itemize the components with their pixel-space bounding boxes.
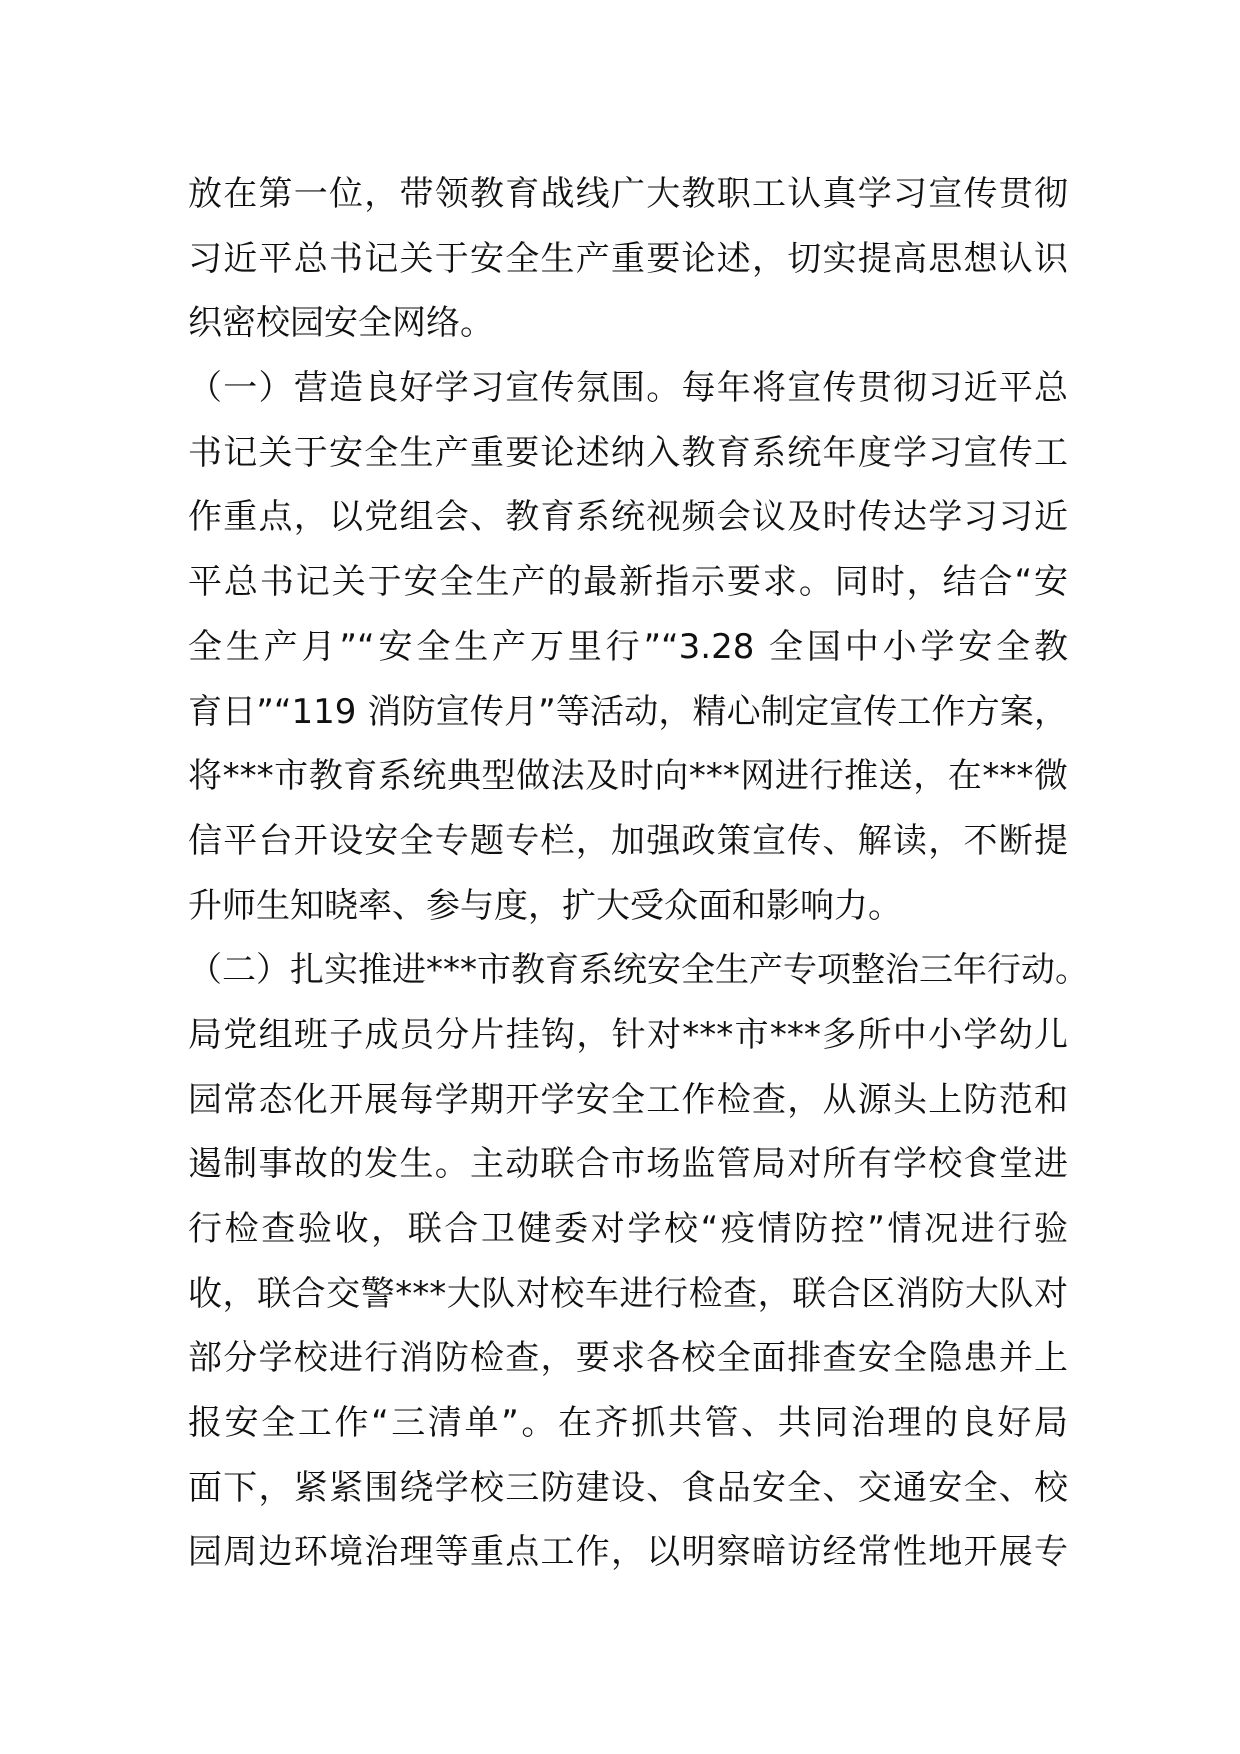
body-text xyxy=(188,162,1089,1585)
text-line: 园常态化开展每学期开学安全工作检查，从源头上防范和 xyxy=(188,1079,1068,1120)
text-line: 遏制事故的发生。主动联合市场监管局对所有学校食堂进 xyxy=(188,1144,1068,1185)
text-line: 平总书记关于安全生产的最新指示要求。同时，结合“安 xyxy=(188,562,1068,603)
text-line: 面下，紧紧围绕学校三防建设、食品安全、交通安全、校 xyxy=(188,1467,1068,1508)
text-line: 收，联合交警***大队对校车进行检查，联合区消防大队对 xyxy=(188,1273,1068,1314)
text-line: （二）扎实推进***市教育系统安全生产专项整治三年行动。 xyxy=(188,950,1089,991)
text-line: 园周边环境治理等重点工作，以明察暗访经常性地开展专 xyxy=(188,1532,1068,1573)
text-line: 升师生知晓率、参与度，扩大受众面和影响力。 xyxy=(188,885,902,926)
text-line: 放在第一位，带领教育战线广大教职工认真学习宣传贯彻 xyxy=(188,174,1068,214)
text-line: 信平台开设安全专题专栏，加强政策宣传、解读，不断提 xyxy=(188,820,1068,861)
text-line: （一）营造良好学习宣传氛围。每年将宣传贯彻习近平总 xyxy=(188,368,1068,409)
text-line: 书记关于安全生产重要论述纳入教育系统年度学习宣传工 xyxy=(188,432,1068,473)
text-line: 织密校园安全网络。 xyxy=(188,303,494,344)
text-line: 报安全工作“三清单”。在齐抓共管、共同治理的良好局 xyxy=(188,1403,1068,1444)
text-line: 全生产月”“安全生产万里行”“3.28 全国中小学安全教 xyxy=(188,626,1068,667)
text-line: 局党组班子成员分片挂钩，针对***市***多所中小学幼儿 xyxy=(188,1014,1068,1055)
text-line: 将***市教育系统典型做法及时向***网进行推送，在***微 xyxy=(188,756,1068,797)
text-line: 行检查验收，联合卫健委对学校“疫情防控”情况进行验 xyxy=(188,1209,1068,1249)
text-line: 习近平总书记关于安全生产重要论述，切实提高思想认识 xyxy=(188,238,1068,279)
text-line: 育日”“119 消防宣传月”等活动，精心制定宣传工作方案， xyxy=(188,691,1068,732)
text-line: 部分学校进行消防检查，要求各校全面排查安全隐患并上 xyxy=(188,1338,1068,1379)
text-line: 作重点，以党组会、教育系统视频会议及时传达学习习近 xyxy=(188,497,1068,538)
